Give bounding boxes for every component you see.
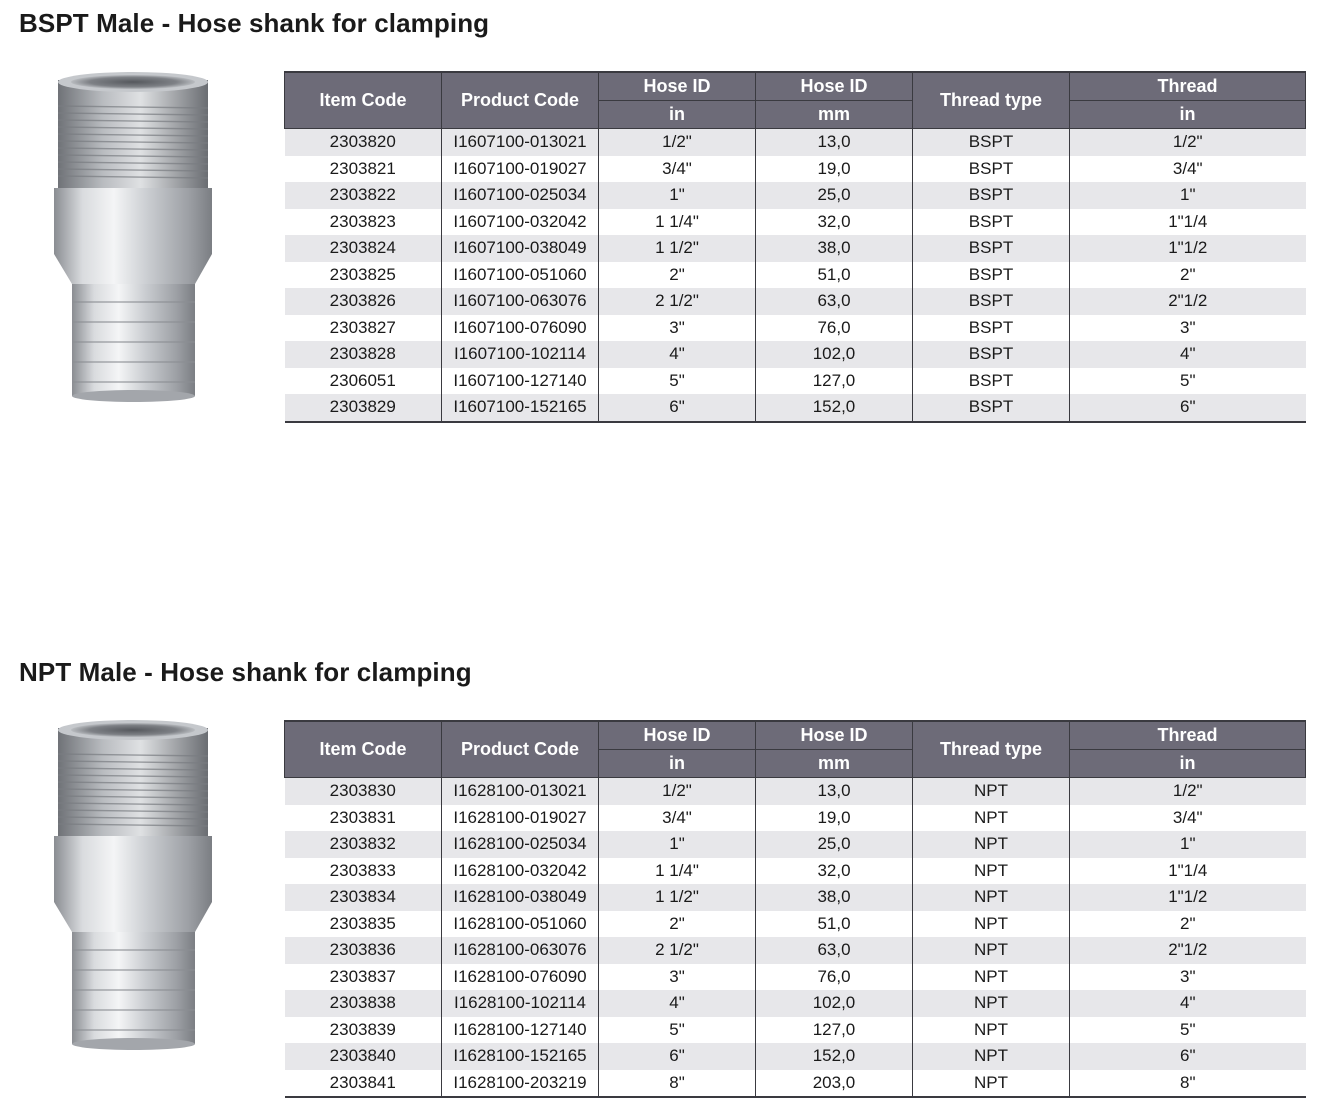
item-code-cell: 2303827 <box>285 315 442 342</box>
hose-id-mm-cell: 102,0 <box>756 990 913 1017</box>
thread-cell: 6" <box>1070 1043 1306 1070</box>
item-code-cell: 2303820 <box>285 129 442 156</box>
table-row <box>285 235 1306 262</box>
hose-id-mm-cell: 32,0 <box>756 858 913 885</box>
table-row <box>285 368 1306 395</box>
thread-type-cell: BSPT <box>913 315 1070 342</box>
thread-type-cell: NPT <box>913 858 1070 885</box>
table-row <box>285 129 1306 156</box>
table-row <box>285 1043 1306 1070</box>
item-code-cell: 2303826 <box>285 288 442 315</box>
col-thread-type: Thread type <box>913 721 1070 778</box>
hose-id-mm-cell: 127,0 <box>756 368 913 395</box>
thread-type-cell: BSPT <box>913 182 1070 209</box>
table-row <box>285 288 1306 315</box>
thread-type-cell: NPT <box>913 1017 1070 1044</box>
col-item-code: Item Code <box>285 721 442 778</box>
thread-cell: 2"1/2 <box>1070 937 1306 964</box>
hose-id-in-cell: 5" <box>599 1017 756 1044</box>
product-code-cell: I1607100-127140 <box>442 368 599 395</box>
thread-cell: 2" <box>1070 911 1306 938</box>
item-code-cell: 2303837 <box>285 964 442 991</box>
item-code-cell: 2303835 <box>285 911 442 938</box>
thread-cell: 6" <box>1070 394 1306 422</box>
hose-id-mm-cell: 19,0 <box>756 156 913 183</box>
col-thread: Thread <box>1070 721 1306 750</box>
hose-id-in-cell: 1 1/2" <box>599 235 756 262</box>
table-row <box>285 209 1306 236</box>
item-code-cell: 2306051 <box>285 368 442 395</box>
thread-cell: 1/2" <box>1070 778 1306 805</box>
table-row <box>285 1070 1306 1098</box>
thread-type-cell: NPT <box>913 911 1070 938</box>
npt-product-table <box>284 720 1306 1098</box>
product-code-cell: I1607100-152165 <box>442 394 599 422</box>
product-code-cell: I1628100-013021 <box>442 778 599 805</box>
product-code-cell: I1607100-025034 <box>442 182 599 209</box>
item-code-cell: 2303829 <box>285 394 442 422</box>
col-hose-id-in: Hose ID <box>599 721 756 750</box>
hose-id-in-cell: 1 1/4" <box>599 858 756 885</box>
product-code-cell: I1628100-152165 <box>442 1043 599 1070</box>
product-code-cell: I1628100-025034 <box>442 831 599 858</box>
table-row <box>285 1017 1306 1044</box>
thread-cell: 1"1/4 <box>1070 209 1306 236</box>
hose-id-mm-cell: 25,0 <box>756 831 913 858</box>
thread-type-cell: NPT <box>913 990 1070 1017</box>
table-row <box>285 964 1306 991</box>
thread-cell: 3/4" <box>1070 805 1306 832</box>
thread-cell: 4" <box>1070 341 1306 368</box>
item-code-cell: 2303834 <box>285 884 442 911</box>
hose-id-mm-cell: 51,0 <box>756 262 913 289</box>
thread-cell: 1" <box>1070 831 1306 858</box>
hose-id-in-cell: 2 1/2" <box>599 288 756 315</box>
item-code-cell: 2303840 <box>285 1043 442 1070</box>
hose-id-mm-cell: 152,0 <box>756 1043 913 1070</box>
table-row <box>285 182 1306 209</box>
thread-cell: 1/2" <box>1070 129 1306 156</box>
product-code-cell: I1628100-203219 <box>442 1070 599 1098</box>
item-code-cell: 2303838 <box>285 990 442 1017</box>
hose-id-mm-cell: 38,0 <box>756 235 913 262</box>
thread-type-cell: BSPT <box>913 341 1070 368</box>
col-hose-id-mm: Hose ID <box>756 72 913 101</box>
table-row <box>285 805 1306 832</box>
col-item-code: Item Code <box>285 72 442 129</box>
table-row <box>285 262 1306 289</box>
table-row <box>285 778 1306 805</box>
thread-type-cell: NPT <box>913 937 1070 964</box>
hose-id-in-cell: 1" <box>599 831 756 858</box>
table-row <box>285 937 1306 964</box>
col-hose-id-mm: Hose ID <box>756 721 913 750</box>
item-code-cell: 2303823 <box>285 209 442 236</box>
hose-id-in-cell: 1/2" <box>599 778 756 805</box>
table-row <box>285 911 1306 938</box>
hose-shank-fitting-image <box>50 718 215 1053</box>
thread-type-cell: BSPT <box>913 156 1070 183</box>
hose-id-mm-cell: 13,0 <box>756 778 913 805</box>
thread-type-cell: NPT <box>913 884 1070 911</box>
hose-id-in-cell: 3" <box>599 964 756 991</box>
section-title-npt: NPT Male - Hose shank for clamping <box>19 657 472 687</box>
thread-cell: 1"1/2 <box>1070 235 1306 262</box>
item-code-cell: 2303824 <box>285 235 442 262</box>
col-hose-id-in-unit: in <box>599 750 756 778</box>
hose-id-in-cell: 1" <box>599 182 756 209</box>
hose-shank-fitting-image <box>50 70 215 405</box>
thread-type-cell: NPT <box>913 1070 1070 1098</box>
thread-cell: 8" <box>1070 1070 1306 1098</box>
col-product-code: Product Code <box>442 72 599 129</box>
col-thread-unit: in <box>1070 101 1306 129</box>
table-row <box>285 315 1306 342</box>
hose-id-in-cell: 3/4" <box>599 805 756 832</box>
col-thread-unit: in <box>1070 750 1306 778</box>
thread-cell: 1" <box>1070 182 1306 209</box>
product-code-cell: I1607100-063076 <box>442 288 599 315</box>
hose-id-mm-cell: 203,0 <box>756 1070 913 1098</box>
hose-id-mm-cell: 76,0 <box>756 964 913 991</box>
col-hose-id-in: Hose ID <box>599 72 756 101</box>
hose-id-mm-cell: 152,0 <box>756 394 913 422</box>
thread-cell: 1"1/2 <box>1070 884 1306 911</box>
col-thread: Thread <box>1070 72 1306 101</box>
hose-id-in-cell: 4" <box>599 341 756 368</box>
product-code-cell: I1607100-076090 <box>442 315 599 342</box>
thread-type-cell: NPT <box>913 805 1070 832</box>
item-code-cell: 2303830 <box>285 778 442 805</box>
thread-cell: 4" <box>1070 990 1306 1017</box>
col-hose-id-in-unit: in <box>599 101 756 129</box>
item-code-cell: 2303828 <box>285 341 442 368</box>
hose-id-mm-cell: 63,0 <box>756 288 913 315</box>
col-hose-id-mm-unit: mm <box>756 750 913 778</box>
thread-type-cell: BSPT <box>913 394 1070 422</box>
hose-id-mm-cell: 76,0 <box>756 315 913 342</box>
thread-type-cell: BSPT <box>913 235 1070 262</box>
hose-id-mm-cell: 127,0 <box>756 1017 913 1044</box>
table-row <box>285 341 1306 368</box>
table-row <box>285 884 1306 911</box>
product-code-cell: I1628100-051060 <box>442 911 599 938</box>
item-code-cell: 2303836 <box>285 937 442 964</box>
section-title-bspt: BSPT Male - Hose shank for clamping <box>19 8 490 38</box>
thread-type-cell: BSPT <box>913 288 1070 315</box>
table-row <box>285 990 1306 1017</box>
product-code-cell: I1628100-063076 <box>442 937 599 964</box>
hose-id-mm-cell: 32,0 <box>756 209 913 236</box>
hose-id-in-cell: 2" <box>599 262 756 289</box>
hose-id-in-cell: 8" <box>599 1070 756 1098</box>
product-code-cell: I1607100-102114 <box>442 341 599 368</box>
hose-id-in-cell: 1 1/4" <box>599 209 756 236</box>
product-code-cell: I1628100-127140 <box>442 1017 599 1044</box>
product-code-cell: I1607100-051060 <box>442 262 599 289</box>
hose-id-mm-cell: 25,0 <box>756 182 913 209</box>
hose-id-mm-cell: 19,0 <box>756 805 913 832</box>
table-row <box>285 156 1306 183</box>
thread-type-cell: NPT <box>913 778 1070 805</box>
hose-id-in-cell: 3/4" <box>599 156 756 183</box>
thread-type-cell: NPT <box>913 964 1070 991</box>
thread-type-cell: BSPT <box>913 209 1070 236</box>
product-code-cell: I1628100-038049 <box>442 884 599 911</box>
hose-id-in-cell: 1/2" <box>599 129 756 156</box>
hose-id-mm-cell: 51,0 <box>756 911 913 938</box>
thread-cell: 3" <box>1070 315 1306 342</box>
hose-id-mm-cell: 38,0 <box>756 884 913 911</box>
hose-id-in-cell: 4" <box>599 990 756 1017</box>
hose-id-in-cell: 1 1/2" <box>599 884 756 911</box>
item-code-cell: 2303821 <box>285 156 442 183</box>
thread-cell: 1"1/4 <box>1070 858 1306 885</box>
col-thread-type: Thread type <box>913 72 1070 129</box>
col-product-code: Product Code <box>442 721 599 778</box>
thread-type-cell: NPT <box>913 1043 1070 1070</box>
hose-id-in-cell: 2 1/2" <box>599 937 756 964</box>
hose-id-in-cell: 6" <box>599 1043 756 1070</box>
item-code-cell: 2303841 <box>285 1070 442 1098</box>
thread-type-cell: BSPT <box>913 129 1070 156</box>
bspt-product-table <box>284 71 1306 423</box>
thread-cell: 3" <box>1070 964 1306 991</box>
thread-cell: 5" <box>1070 368 1306 395</box>
col-hose-id-mm-unit: mm <box>756 101 913 129</box>
product-code-cell: I1607100-019027 <box>442 156 599 183</box>
thread-cell: 5" <box>1070 1017 1306 1044</box>
item-code-cell: 2303822 <box>285 182 442 209</box>
product-code-cell: I1628100-019027 <box>442 805 599 832</box>
hose-id-in-cell: 3" <box>599 315 756 342</box>
thread-type-cell: BSPT <box>913 262 1070 289</box>
product-code-cell: I1628100-102114 <box>442 990 599 1017</box>
product-code-cell: I1607100-013021 <box>442 129 599 156</box>
thread-cell: 2"1/2 <box>1070 288 1306 315</box>
product-code-cell: I1607100-032042 <box>442 209 599 236</box>
thread-cell: 3/4" <box>1070 156 1306 183</box>
hose-id-mm-cell: 13,0 <box>756 129 913 156</box>
item-code-cell: 2303832 <box>285 831 442 858</box>
product-code-cell: I1628100-032042 <box>442 858 599 885</box>
item-code-cell: 2303833 <box>285 858 442 885</box>
product-code-cell: I1628100-076090 <box>442 964 599 991</box>
table-row <box>285 831 1306 858</box>
item-code-cell: 2303831 <box>285 805 442 832</box>
table-row <box>285 394 1306 422</box>
thread-type-cell: BSPT <box>913 368 1070 395</box>
hose-id-in-cell: 6" <box>599 394 756 422</box>
hose-id-in-cell: 2" <box>599 911 756 938</box>
hose-id-in-cell: 5" <box>599 368 756 395</box>
product-code-cell: I1607100-038049 <box>442 235 599 262</box>
hose-id-mm-cell: 102,0 <box>756 341 913 368</box>
item-code-cell: 2303825 <box>285 262 442 289</box>
hose-id-mm-cell: 63,0 <box>756 937 913 964</box>
thread-type-cell: NPT <box>913 831 1070 858</box>
item-code-cell: 2303839 <box>285 1017 442 1044</box>
thread-cell: 2" <box>1070 262 1306 289</box>
table-row <box>285 858 1306 885</box>
